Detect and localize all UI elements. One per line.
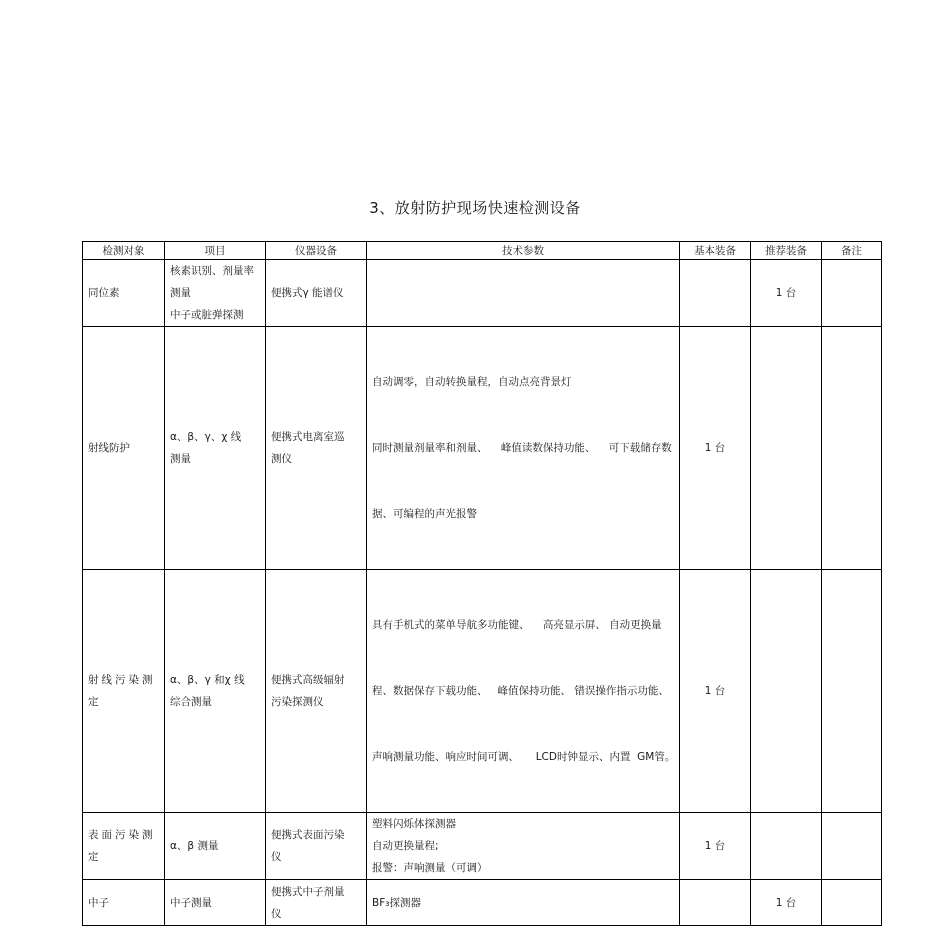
cell-instrument: 便携式高级辐射 污染探测仪 (266, 570, 367, 813)
table-header-row (83, 242, 882, 260)
cell-basic: 1 台 (680, 570, 751, 813)
cell-basic (680, 880, 751, 926)
table-row (83, 260, 882, 327)
cell-params: 具有手机式的菜单导航多功能键、 高亮显示屏、 自动更换量 程、数据保存下载功能、 峰值保持功能、 错误操作指示功能、 声响测量功能、响应时间可调、 LCD时钟显示、内置 GM管。 (367, 570, 680, 813)
header-params: 技术参数 (367, 242, 680, 260)
header-target: 检测对象 (83, 242, 165, 260)
cell-recommended (751, 813, 822, 880)
cell-note (822, 327, 882, 570)
cell-recommended (751, 327, 822, 570)
cell-instrument: 便携式γ 能谱仪 (266, 260, 367, 327)
cell-note (822, 880, 882, 926)
cell-recommended: 1 台 (751, 260, 822, 327)
cell-item: 核素识别、剂量率 测量 中子或脏弹探测 (165, 260, 266, 327)
cell-target: 射线污染测 定 (83, 570, 165, 813)
header-basic: 基本装备 (680, 242, 751, 260)
cell-note (822, 813, 882, 880)
cell-basic (680, 260, 751, 327)
cell-instrument: 便携式电离室巡 测仪 (266, 327, 367, 570)
equipment-table (82, 241, 882, 926)
cell-note (822, 260, 882, 327)
cell-item: α、β、γ 和χ 线 综合测量 (165, 570, 266, 813)
cell-params: BF₃探测器 (367, 880, 680, 926)
cell-basic: 1 台 (680, 327, 751, 570)
cell-target: 射线防护 (83, 327, 165, 570)
cell-target: 表面污染测 定 (83, 813, 165, 880)
document-title: 3、放射防护现场快速检测设备 (369, 199, 581, 217)
table-row (83, 327, 882, 570)
cell-recommended (751, 570, 822, 813)
cell-params: 塑料闪烁体探测器 自动更换量程; 报警：声响测量（可调） (367, 813, 680, 880)
cell-note (822, 570, 882, 813)
cell-target: 中子 (83, 880, 165, 926)
cell-item: α、β 测量 (165, 813, 266, 880)
cell-params: 自动调零，自动转换量程，自动点亮背景灯 同时测量剂量率和剂量、 峰值读数保持功能、 可下载储存数 据、可编程的声光报警 (367, 327, 680, 570)
table-row (83, 880, 882, 926)
cell-recommended: 1 台 (751, 880, 822, 926)
table-row (83, 813, 882, 880)
cell-basic: 1 台 (680, 813, 751, 880)
cell-params (367, 260, 680, 327)
cell-target: 同位素 (83, 260, 165, 327)
header-instrument: 仪器设备 (266, 242, 367, 260)
cell-item: 中子测量 (165, 880, 266, 926)
header-recommended: 推荐装备 (751, 242, 822, 260)
header-note: 备注 (822, 242, 882, 260)
header-item: 项目 (165, 242, 266, 260)
cell-instrument: 便携式表面污染 仪 (266, 813, 367, 880)
cell-instrument: 便携式中子剂量 仪 (266, 880, 367, 926)
cell-item: α、β、γ、χ 线 测量 (165, 327, 266, 570)
table-row (83, 570, 882, 813)
